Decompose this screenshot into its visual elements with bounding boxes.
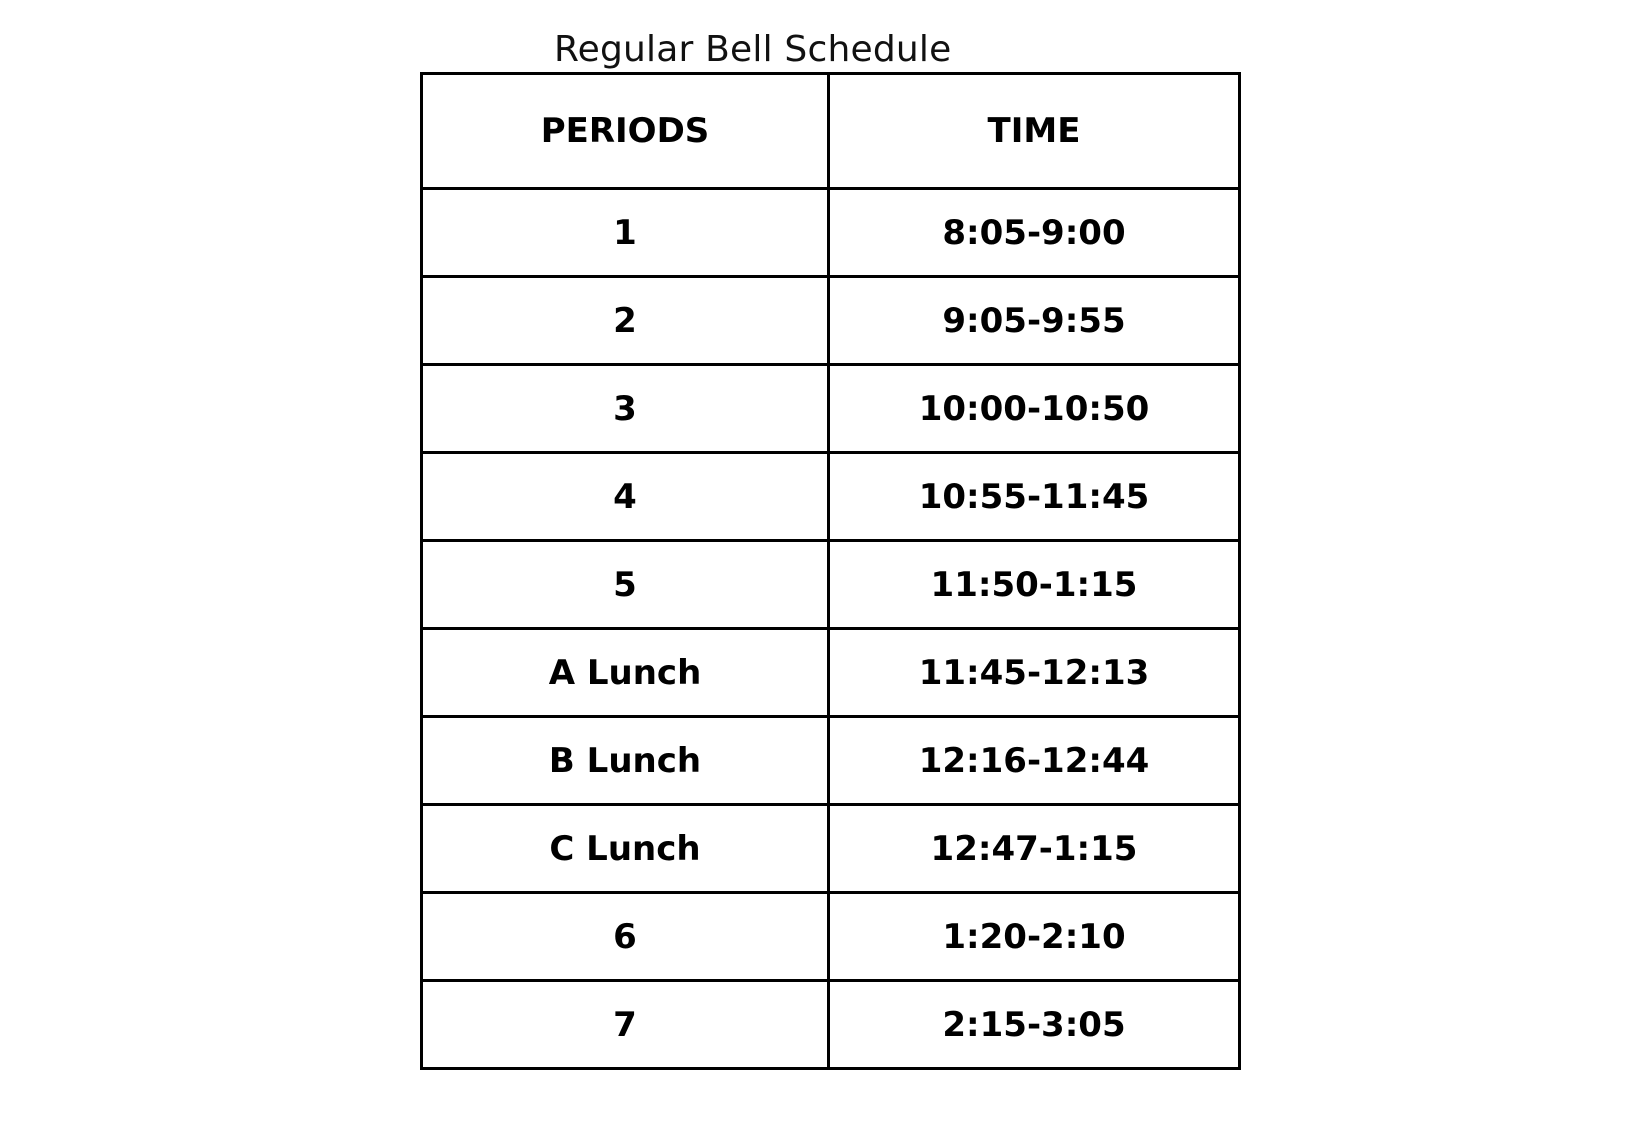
time-cell: 9:05-9:55: [829, 277, 1240, 365]
time-cell: 11:45-12:13: [829, 629, 1240, 717]
table-body: [422, 189, 1240, 1069]
period-cell: A Lunch: [422, 629, 829, 717]
period-cell: C Lunch: [422, 805, 829, 893]
bell-schedule-table: [420, 72, 1241, 1070]
period-cell: 2: [422, 277, 829, 365]
table-row: [422, 629, 1240, 717]
table-row: [422, 453, 1240, 541]
table-row: [422, 981, 1240, 1069]
period-cell: 3: [422, 365, 829, 453]
time-cell: 2:15-3:05: [829, 981, 1240, 1069]
period-cell: B Lunch: [422, 717, 829, 805]
table-row: [422, 189, 1240, 277]
time-cell: 10:00-10:50: [829, 365, 1240, 453]
period-cell: 5: [422, 541, 829, 629]
time-cell: 8:05-9:00: [829, 189, 1240, 277]
time-cell: 11:50-1:15: [829, 541, 1240, 629]
table-row: [422, 277, 1240, 365]
header-row: [422, 74, 1240, 189]
table-row: [422, 541, 1240, 629]
page-title: Regular Bell Schedule: [554, 29, 952, 70]
period-cell: 4: [422, 453, 829, 541]
time-cell: 10:55-11:45: [829, 453, 1240, 541]
period-cell: 1: [422, 189, 829, 277]
time-cell: 12:47-1:15: [829, 805, 1240, 893]
table-row: [422, 893, 1240, 981]
column-header-periods: PERIODS: [422, 74, 829, 189]
table-header: [422, 74, 1240, 189]
table-row: [422, 805, 1240, 893]
time-cell: 1:20-2:10: [829, 893, 1240, 981]
period-cell: 6: [422, 893, 829, 981]
table-row: [422, 717, 1240, 805]
column-header-time: TIME: [829, 74, 1240, 189]
time-cell: 12:16-12:44: [829, 717, 1240, 805]
table-row: [422, 365, 1240, 453]
period-cell: 7: [422, 981, 829, 1069]
